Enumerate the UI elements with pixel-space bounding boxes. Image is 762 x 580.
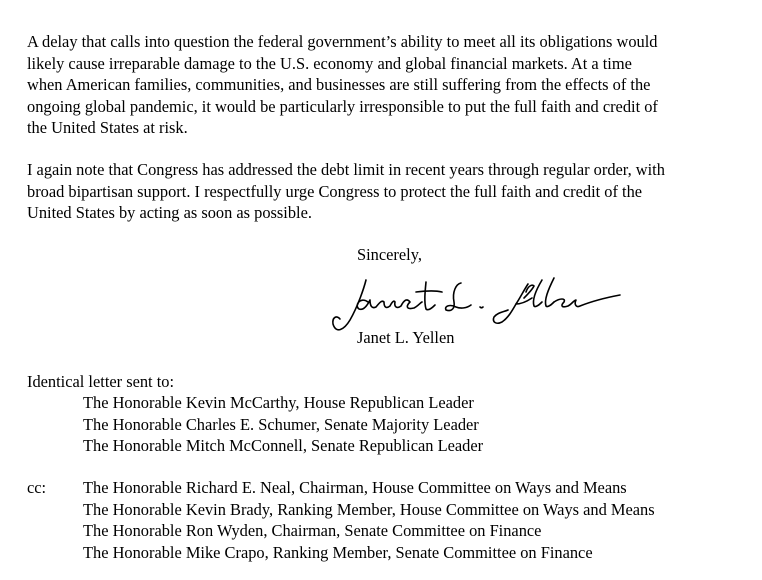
paragraph-line: United States by acting as soon as possible.: [27, 203, 312, 222]
body-paragraph-urge-congress: [27, 159, 747, 224]
paragraph-line: ongoing global pandemic, it would be particularly irresponsible to put the full faith and credit of: [27, 96, 658, 116]
paragraph-line: I again note that Congress has addressed the debt limit in recent years through regular order, with: [27, 160, 665, 179]
paragraph-line: the United States at risk.: [27, 118, 188, 137]
closing-salutation: Sincerely,: [357, 245, 422, 264]
cc-recipient-line: The Honorable Kevin Brady, Ranking Member, House Committee on Ways and Means: [83, 499, 655, 519]
cc-recipients: [83, 477, 655, 563]
paragraph-line: A delay that calls into question the federal government’s ability to meet all its obligations would: [27, 32, 658, 51]
identical-letter-recipients: [83, 392, 483, 457]
cc-label: cc:: [27, 478, 47, 497]
recipient-line: The Honorable Charles E. Schumer, Senate Majority Leader: [83, 414, 479, 434]
paragraph-line: likely cause irreparable damage to the U.S. economy and global financial markets. At a time: [27, 53, 632, 73]
signature-ink: [333, 278, 620, 330]
signer-name: Janet L. Yellen: [357, 328, 455, 347]
paragraph-line: broad bipartisan support. I respectfully urge Congress to protect the full faith and credit of the: [27, 181, 643, 201]
cc-recipient-line: The Honorable Richard E. Neal, Chairman, House Committee on Ways and Means: [83, 478, 627, 497]
body-paragraph-debt-delay: [27, 31, 747, 139]
cc-recipient-line: The Honorable Ron Wyden, Chairman, Senate Committee on Finance: [83, 521, 542, 540]
recipient-line: The Honorable Kevin McCarthy, House Republican Leader: [83, 393, 474, 412]
identical-letter-label: Identical letter sent to:: [27, 372, 175, 391]
cc-recipient-line: The Honorable Mike Crapo, Ranking Member, Senate Committee on Finance: [83, 542, 593, 562]
paragraph-line: when American families, communities, and businesses are still suffering from the effects of the: [27, 75, 651, 94]
recipient-line: The Honorable Mitch McConnell, Senate Republican Leader: [83, 436, 484, 455]
